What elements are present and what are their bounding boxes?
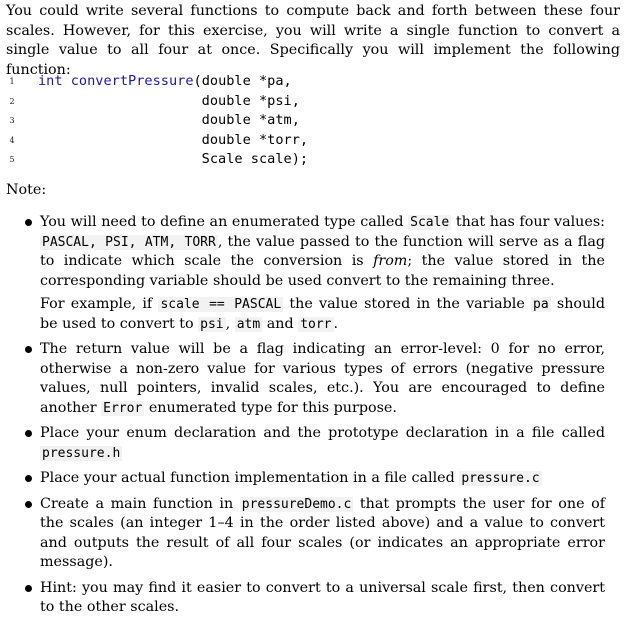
text-run: that prompts the user for one of the scales (an integer 1–4 in the order listed above) and a value to convert and outputs the result of all four scales (or indicates an appropriate error message). — [40, 495, 605, 570]
list-item — [0, 213, 605, 334]
list-item — [0, 469, 605, 489]
text-run: For example, if — [40, 296, 159, 312]
line-number: 1 — [9, 77, 15, 86]
list-item-paragraph — [40, 213, 605, 291]
code-line — [0, 92, 628, 112]
code-listing — [0, 72, 628, 170]
text-run: that has four values: — [451, 214, 605, 230]
code-fragment: (double *pa, — [193, 73, 292, 89]
list-item-paragraph — [40, 340, 605, 418]
intro-paragraph: You could write several functions to compute back and forth between these four scales. However, for this exercise, you will write a single function to convert a single value to all four at once. Specifically you will implement the following function: — [6, 3, 620, 78]
list-item-paragraph — [40, 424, 605, 463]
text-run: ; the value stored in the corresponding variable should be used convert to the remaining three. — [40, 253, 605, 289]
bullet-icon — [25, 430, 32, 437]
text-run: The return value will be a flag indicating an error-level: 0 for no error, otherwise a non-zero value for various types of errors (negative pressure values, null pointers, invalid scales, etc.). You are encouraged to define another — [40, 341, 605, 416]
emphasis-text: from — [373, 253, 408, 269]
inline-code: pressureDemo.c — [241, 496, 352, 512]
inline-code: Scale — [410, 215, 450, 230]
line-number: 4 — [9, 135, 15, 145]
line-number: 3 — [9, 116, 15, 125]
code-text — [38, 92, 300, 112]
list-item — [0, 579, 605, 618]
code-text — [38, 150, 308, 170]
list-item-paragraph — [40, 495, 605, 573]
bullet-icon — [25, 585, 32, 592]
text-run: , the value passed to the function will serve as a flag to indicate which scale the conversion is — [40, 233, 605, 269]
text-run: and — [262, 315, 299, 332]
text-run: Hint: you may find it easier to convert to a universal scale first, then convert to the other scales. — [40, 579, 605, 615]
code-text — [38, 72, 292, 92]
inline-code: pressure.h — [42, 445, 121, 461]
text-run: , — [225, 315, 235, 332]
text-run: the value stored in the variable — [283, 296, 532, 312]
text-run: Create a main function in — [40, 495, 240, 512]
line-number: 5 — [9, 155, 15, 164]
inline-code: atm — [236, 316, 261, 332]
list-item-paragraph — [40, 469, 605, 489]
code-function-name: convertPressure — [70, 73, 194, 89]
inline-code: scale == PASCAL — [160, 297, 282, 312]
text-run: . — [333, 315, 339, 332]
bullet-icon — [25, 219, 32, 226]
code-fragment: double *torr, — [38, 131, 309, 148]
code-keyword: int — [38, 73, 71, 89]
code-line — [0, 131, 628, 151]
list-item — [0, 340, 605, 418]
code-line — [0, 150, 628, 170]
bullet-icon — [25, 501, 32, 508]
text-run: Place your actual function implementation in a file called — [40, 470, 460, 486]
inline-code: pa — [533, 297, 549, 312]
line-number: 2 — [9, 96, 15, 106]
bullet-icon — [25, 346, 32, 353]
inline-code: pressure.c — [461, 471, 540, 486]
code-fragment: Scale scale); — [38, 151, 309, 167]
code-line — [0, 111, 628, 131]
bullet-icon — [25, 475, 32, 482]
code-fragment: double *atm, — [38, 112, 300, 128]
list-item — [0, 495, 605, 573]
list-item-paragraph — [40, 295, 605, 334]
requirements-list — [0, 213, 628, 618]
text-run: You will need to define an enumerated type called — [40, 214, 409, 230]
inline-code: PASCAL, PSI, ATM, TORR — [42, 234, 216, 250]
code-fragment: double *psi, — [38, 92, 300, 109]
inline-code: psi — [200, 316, 224, 332]
code-line — [0, 72, 628, 92]
list-item — [0, 424, 605, 463]
note-label: Note: — [6, 182, 47, 198]
text-run: Place your enum declaration and the prototype declaration in a file called — [40, 425, 605, 441]
list-item-paragraph — [40, 579, 605, 618]
code-text — [38, 111, 300, 131]
inline-code: Error — [103, 400, 143, 416]
text-run: should be used to convert to — [40, 296, 605, 332]
inline-code: torr — [300, 316, 332, 332]
text-run: enumerated type for this purpose. — [144, 399, 397, 416]
code-text — [38, 131, 308, 151]
